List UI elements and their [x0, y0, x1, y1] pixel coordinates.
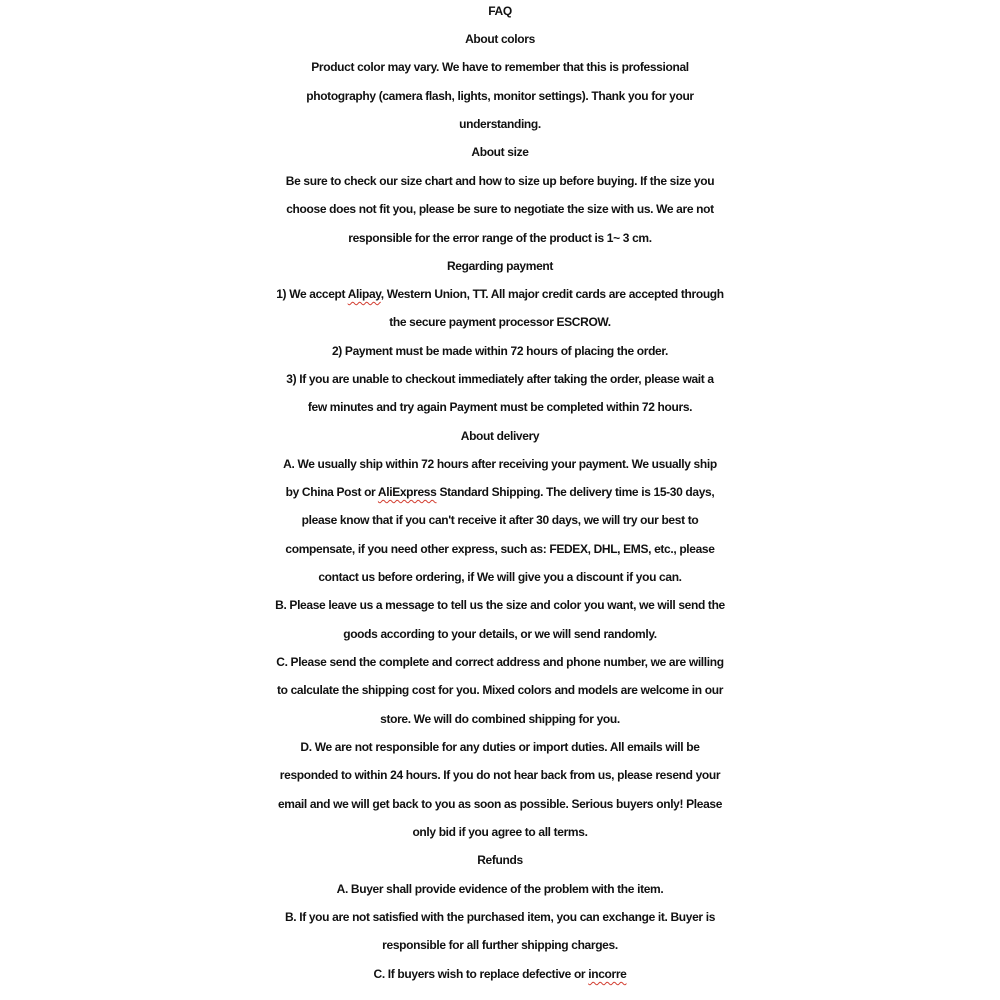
delivery-a-line-4: compensate, if you need other express, such as: FEDEX, DHL, EMS, etc., please — [285, 542, 715, 556]
payment-item-2: 2) Payment must be made within 72 hours of placing the order. — [331, 344, 669, 358]
payment-item-1-line-1: 1) We accept Alipay, Western Union, TT. All major credit cards are accepted through — [276, 287, 724, 301]
delivery-b-line-1: B. Please leave us a message to tell us the size and color you want, we will send the — [275, 598, 725, 612]
delivery-d-line-4: only bid if you agree to all terms. — [412, 825, 588, 839]
delivery-c-line-2: to calculate the shipping cost for you. Mixed colors and models are welcome in our — [276, 683, 724, 697]
about-size-heading: About size — [471, 145, 529, 159]
about-colors-heading: About colors — [465, 32, 535, 46]
refunds-b-line-1: B. If you are not satisfied with the purchased item, you can exchange it. Buyer is — [284, 910, 716, 924]
payment-item-3-line-1: 3) If you are unable to checkout immediately after taking the order, please wait a — [286, 372, 714, 386]
refunds-a: A. Buyer shall provide evidence of the problem with the item. — [336, 882, 664, 896]
spellcheck-flag: Alipay — [347, 287, 381, 301]
about-colors-text-2: photography (camera flash, lights, monitor settings). Thank you for your — [306, 89, 694, 103]
delivery-a-line-2: by China Post or AliExpress Standard Shipping. The delivery time is 15-30 days, — [285, 485, 715, 499]
delivery-d-line-3: email and we will get back to you as soon as possible. Serious buyers only! Please — [277, 797, 723, 811]
about-size-text-1: Be sure to check our size chart and how to size up before buying. If the size you — [285, 174, 715, 188]
refunds-b-line-2: responsible for all further shipping charges. — [382, 938, 618, 952]
delivery-a-line-5: contact us before ordering, if We will give you a discount if you can. — [318, 570, 682, 584]
delivery-d-line-2: responded to within 24 hours. If you do not hear back from us, please resend your — [279, 768, 721, 782]
delivery-b-line-2: goods according to your details, or we will send randomly. — [343, 627, 657, 641]
delivery-heading: About delivery — [460, 429, 540, 443]
payment-heading: Regarding payment — [446, 259, 554, 273]
spellcheck-flag: AliExpress — [377, 485, 437, 499]
delivery-a-line-1: A. We usually ship within 72 hours after receiving your payment. We usually ship — [283, 457, 717, 471]
delivery-c-line-3: store. We will do combined shipping for you. — [380, 712, 620, 726]
refunds-c-line-1: C. If buyers wish to replace defective or incorre — [373, 967, 627, 981]
delivery-d-line-1: D. We are not responsible for any duties or import duties. All emails will be — [300, 740, 700, 754]
spellcheck-flag: incorre — [588, 967, 627, 981]
about-size-text-3: responsible for the error range of the product is 1~ 3 cm. — [348, 231, 652, 245]
payment-item-3-line-2: few minutes and try again Payment must be completed within 72 hours. — [307, 400, 693, 414]
about-size-text-2: choose does not fit you, please be sure to negotiate the size with us. We are not — [286, 202, 714, 216]
about-colors-text-3: understanding. — [459, 117, 541, 131]
payment-item-1-line-2: the secure payment processor ESCROW. — [389, 315, 611, 329]
delivery-c-line-1: C. Please send the complete and correct address and phone number, we are willing — [276, 655, 724, 669]
delivery-a-line-3: please know that if you can't receive it after 30 days, we will try our best to — [301, 513, 699, 527]
about-colors-text-1: Product color may vary. We have to remember that this is professional — [311, 60, 689, 74]
refunds-heading: Refunds — [477, 853, 523, 867]
faq-title: FAQ — [488, 4, 512, 18]
